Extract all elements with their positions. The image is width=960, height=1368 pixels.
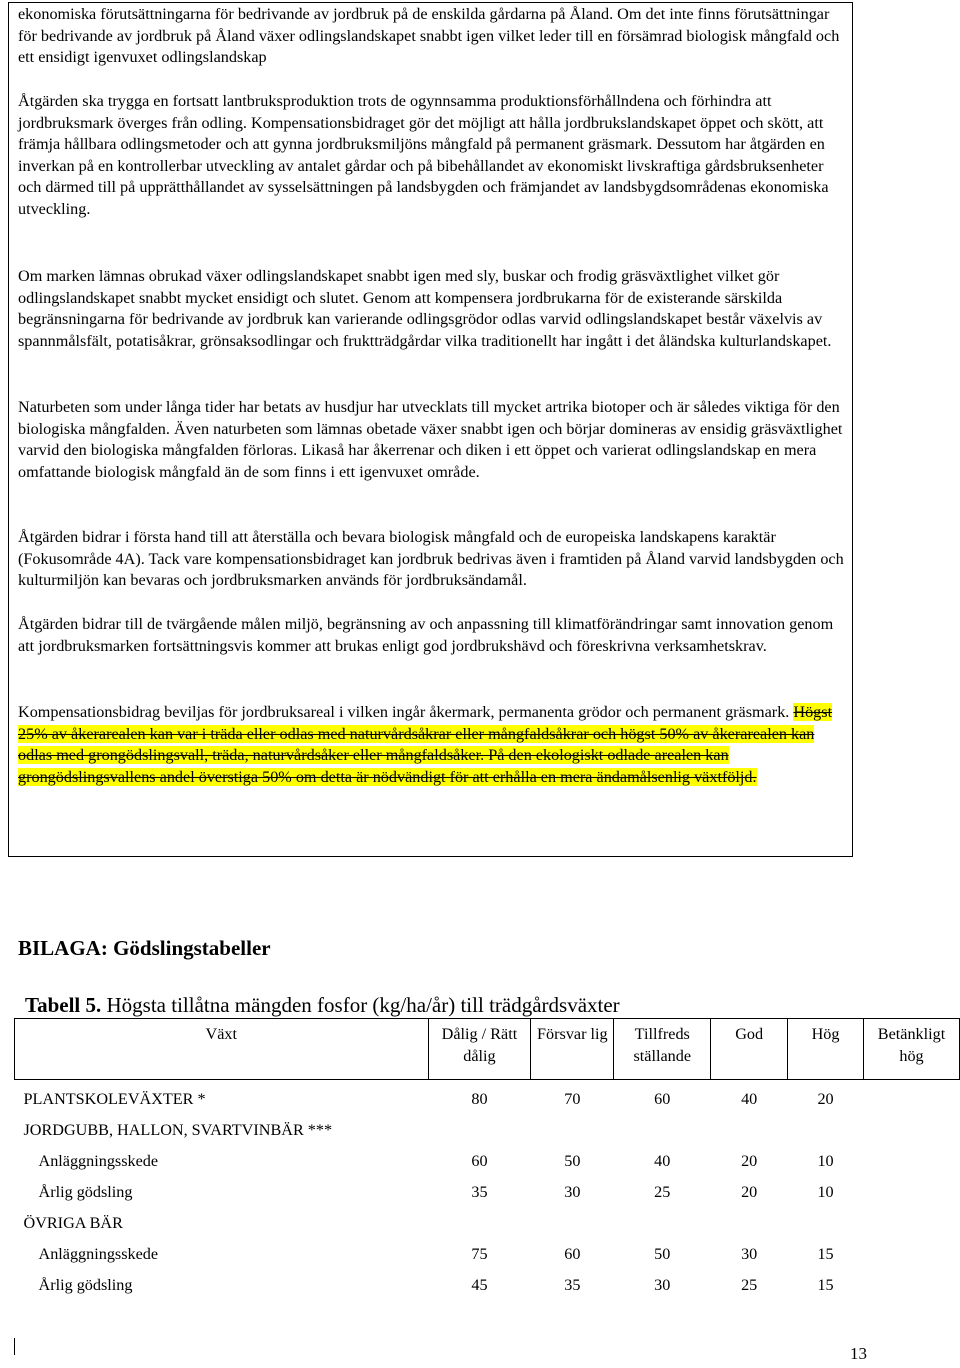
row-label: JORDGUBB, HALLON, SVARTVINBÄR ***: [23, 1121, 333, 1139]
header-good: God: [711, 1019, 788, 1080]
table-cell: 15: [817, 1245, 834, 1263]
table-cell: 50: [564, 1152, 581, 1170]
header-fair: Försvar lig: [531, 1019, 614, 1080]
table-cell: 35: [564, 1276, 581, 1294]
table-cell: 35: [471, 1183, 488, 1201]
row-label: PLANTSKOLEVÄXTER *: [23, 1090, 206, 1108]
paragraph-unused-land: Om marken lämnas obrukad växer odlingslandskapet snabbt igen med sly, buskar och frodig gräsväxtlighet vilket gör odlingslandskapet snabbt mycket ensidigt och slutet. Genom att kompensera jordbrukarna för de existerande särskilda begränsningarna för bedrivande av jordbruk kan varierande odlingsgrödor odlas varvid odlingslandskapet består växelvis av spannmålsfält, potatisåkrar, grönsaksodlingar och fruktträdgårdar vilka traditionellt har ingått i det åländska kulturlandskapet.: [18, 267, 832, 350]
phosphorus-table: [14, 1018, 960, 1301]
table-cell: 75: [471, 1245, 488, 1263]
table-row: [15, 1115, 960, 1146]
table-cell: 20: [741, 1183, 758, 1201]
paragraph-eligible-area: [18, 702, 846, 788]
table-caption: [25, 993, 620, 1018]
table-cell: 25: [741, 1276, 758, 1294]
struck-highlighted-text: Högst 25% av åkerarealen kan var i träda eller odlas med naturvårdsåkrar eller mångfaldsåkrar och högst 50% av åkerarealen kan odlas med grongödslingsvall, träda, naturvårdsåker eller mångfaldsåker. På den ekologiskt odlade arealen kan grongödslingsvallens andel överstiga 50% om detta är nödvändigt för att erhålla en mera ändamålsenlig växtföljd.: [18, 703, 833, 786]
table-row: [15, 1208, 960, 1239]
appendix-heading: BILAGA: Gödslingstabeller: [18, 936, 271, 960]
table-row: [15, 1239, 960, 1270]
table-cell: 20: [741, 1152, 758, 1170]
table-cell: 80: [471, 1090, 488, 1108]
header-plant: Växt: [15, 1019, 429, 1080]
table-cell: 40: [654, 1152, 671, 1170]
table-cell: 60: [564, 1245, 581, 1263]
table-header-row: [15, 1019, 960, 1080]
row-label: Anläggningsskede: [38, 1245, 159, 1263]
table-caption-label: Tabell 5.: [25, 993, 102, 1017]
table-cell: 15: [817, 1276, 834, 1294]
paragraph-economic-conditions: ekonomiska förutsättningarna för bedrivande av jordbruk på de enskilda gårdarna på Åland. Om det inte finns förutsättningar för bedrivande av jordbruk på Åland växer odlingslandskapet snabbt igen vilket leder till en försämrad biologisk mångfald och ett ensidigt igenvuxet odlingslandskap: [18, 5, 840, 67]
table-row: [15, 1177, 960, 1208]
header-satisfactory: Tillfreds ställande: [614, 1019, 711, 1080]
table-row: [15, 1084, 960, 1115]
table-cell: 45: [471, 1276, 488, 1294]
table-cell: 60: [471, 1152, 488, 1170]
row-label: Anläggningsskede: [38, 1152, 159, 1170]
paragraph-measure-purpose: Åtgärden ska trygga en fortsatt lantbruksproduktion trots de ogynnsamma produktionsförhållndena och förhindra att jordbruksmark överges från odling. Kompensationsbidraget gör det möjligt att hålla jordbrukslandskapet öppet och skött, att främja hållbara odlingsmetoder och att gynna jordbruksmiljöns mångfald på permanent gräsmark. Dessutom har åtgärden en inverkan på en kontrollerbar utveckling av antalet gårdar och på bibehållandet av ekonomiskt livskraftiga gårdsbruksenheter och därmed till på upprätthållandet av sysselsättningen på landsbygden och främjandet av landsbygdsområdenas ekonomiska utveckling.: [18, 92, 829, 218]
header-high: Hög: [788, 1019, 864, 1080]
paragraph-biodiversity-focus: Åtgärden bidrar i första hand till att återställa och bevara biologisk mångfald och de europeiska landskapens karaktär (Fokusområde 4A). Tack vare kompensationsbidraget kan jordbruk bedrivas även i framtiden på Åland varvid landsbygden och kulturmiljön kan bevaras och jordbruksmarken används för jordbruksändamål.: [18, 528, 844, 590]
paragraph-natural-pastures: Naturbeten som under långa tider har betats av husdjur har utvecklats till mycket artrika biotoper och är således viktiga för den biologiska mångfalden. Även naturbeten som lämnas obetade växer snabbt igen och börjar domineras av ensidig gräsväxtlighet varvid den biologiska mångfalden förloras. Likaså har åkerrenar och diken i ett öppet och varierat odlingslandskap en mera omfattande biologisk mångfald än de som finns i ett igenvuxet område.: [18, 398, 843, 481]
table-cell: 40: [741, 1090, 758, 1108]
table-caption-text: Högsta tillåtna mängden fosfor (kg/ha/år) till trädgårdsväxter: [101, 993, 620, 1017]
table-cell: 60: [654, 1090, 671, 1108]
table-cell: 10: [817, 1183, 834, 1201]
row-label: Årlig gödsling: [38, 1276, 133, 1294]
paragraph-cross-cutting-goals: Åtgärden bidrar till de tvärgående målen miljö, begränsning av och anpassning till klimatförändringar samt innovation genom att jordbruksmarken fortsättningsvis kommer att brukas enligt god jordbrukshävd och föreskrivna verksamhetskrav.: [18, 615, 834, 655]
table-cell: 10: [817, 1152, 834, 1170]
table-row: [15, 1270, 960, 1301]
eligible-area-text: Kompensationsbidrag beviljas för jordbruksareal i vilken ingår åkermark, permanenta grödor och permanent gräsmark.: [18, 703, 794, 721]
row-label: ÖVRIGA BÄR: [23, 1214, 123, 1232]
table-cell: 20: [817, 1090, 834, 1108]
header-very-high: Betänkligt hög: [864, 1019, 960, 1080]
text-cursor-marker: [14, 1338, 15, 1355]
row-label: Årlig gödsling: [38, 1183, 133, 1201]
table-cell: 30: [564, 1183, 581, 1201]
header-poor: Dålig / Rätt dålig: [428, 1019, 531, 1080]
table-row: [15, 1146, 960, 1177]
table-cell: 70: [564, 1090, 581, 1108]
table-cell: 30: [741, 1245, 758, 1263]
table-cell: 30: [654, 1276, 671, 1294]
table-cell: 25: [654, 1183, 671, 1201]
table-cell: 50: [654, 1245, 671, 1263]
page-number: 13: [850, 1344, 867, 1363]
